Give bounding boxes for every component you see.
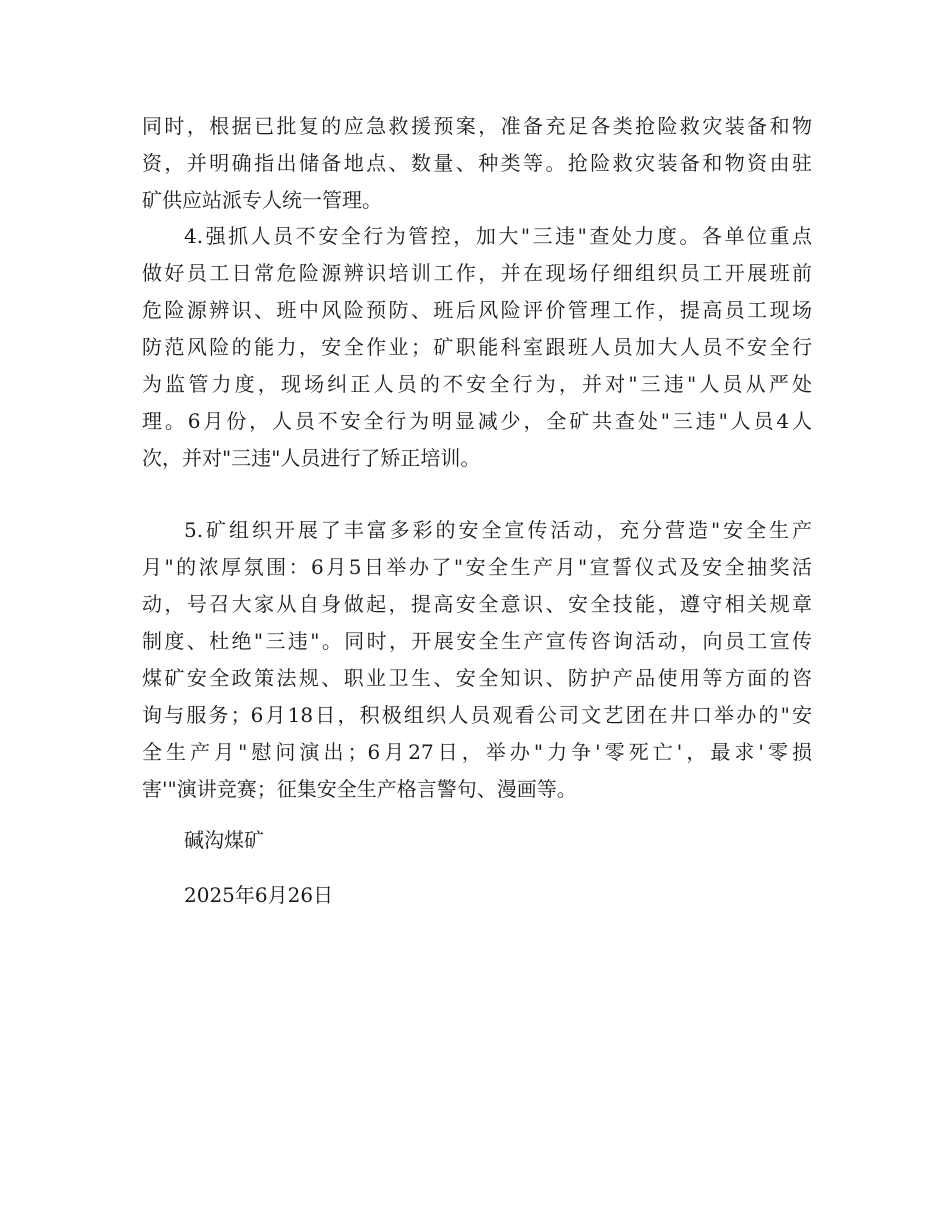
paragraph-emergency-supplies <box>142 108 812 219</box>
text-line: 询与服务；6月18日，积极组织人员观看公司文艺团在井口举办的"安 <box>142 703 812 727</box>
text-line: 矿供应站派专人统一管理。 <box>142 188 382 212</box>
text-line: 防范风险的能力，安全作业；矿职能科室跟班人员加大人员不安全行 <box>142 335 812 359</box>
text-line: 煤矿安全政策法规、职业卫生、安全知识、防护产品使用等方面的咨 <box>142 666 812 690</box>
text-line: 危险源辨识、班中风险预防、班后风险评价管理工作，提高员工现场 <box>142 298 812 322</box>
text-line: 做好员工日常危险源辨识培训工作，并在现场仔细组织员工开展班前 <box>142 261 812 285</box>
text-line: 全生产月"慰问演出；6月27日，举办"力争'零死亡'，最求'零损 <box>142 740 812 764</box>
document-date: 2025年6月26日 <box>184 883 334 907</box>
text-line: 4.强抓人员不安全行为管控，加大"三违"查处力度。各单位重点 <box>184 224 812 248</box>
text-line: 月"的浓厚氛围：6月5日举办了"安全生产月"宣誓仪式及安全抽奖活 <box>142 555 812 579</box>
text-line: 资，并明确指出储备地点、数量、种类等。抢险救灾装备和物资由驻 <box>142 151 812 175</box>
text-line: 动，号召大家从自身做起，提高安全意识、安全技能，遵守相关规章 <box>142 592 812 616</box>
organization-name: 碱沟煤矿 <box>184 828 264 852</box>
text-line: 为监管力度，现场纠正人员的不安全行为，并对"三违"人员从严处 <box>142 372 812 396</box>
text-line: 理。6月份，人员不安全行为明显减少，全矿共查处"三违"人员4人 <box>142 409 812 433</box>
text-line: 制度、杜绝"三违"。同时，开展安全生产宣传咨询活动，向员工宣传 <box>142 629 812 653</box>
text-line: 次，并对"三违"人员进行了矫正培训。 <box>142 446 481 470</box>
text-line: 同时，根据已批复的应急救援预案，准备充足各类抢险救灾装备和物 <box>142 114 812 138</box>
text-line: 害'"演讲竞赛；征集安全生产格言警句、漫画等。 <box>142 777 577 801</box>
text-line: 5.矿组织开展了丰富多彩的安全宣传活动，充分营造"安全生产 <box>184 518 812 542</box>
paragraph-unsafe-behavior-control <box>142 218 812 477</box>
signature-date <box>142 877 812 914</box>
paragraph-safety-campaign <box>142 512 812 808</box>
signature-organization <box>142 822 812 859</box>
